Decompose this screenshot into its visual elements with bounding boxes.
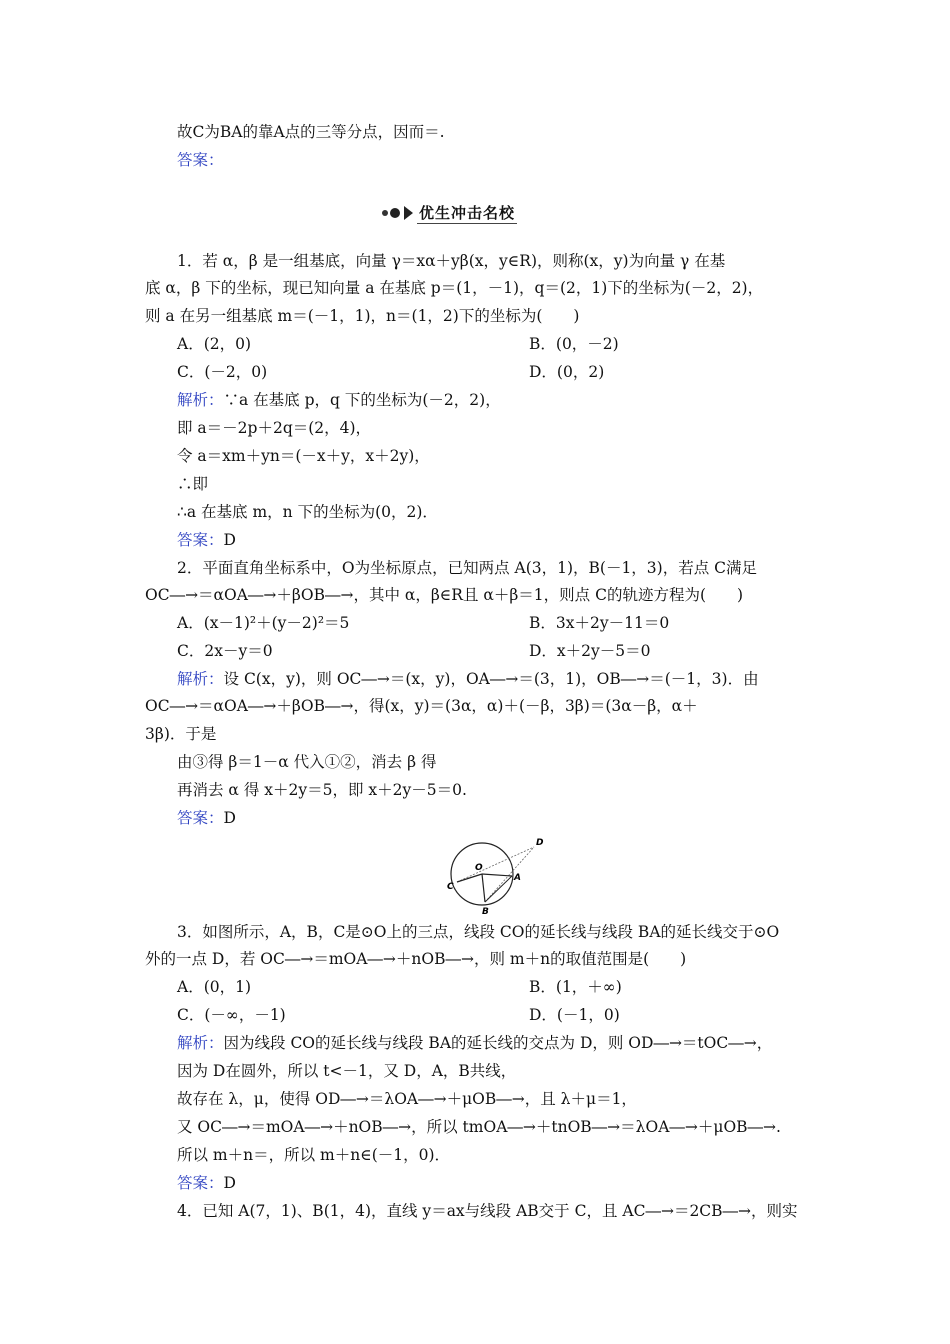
- circle-diagram: [442, 836, 546, 916]
- carryover-text: 故C为BA的靠A点的三等分点，因而＝.: [177, 123, 445, 141]
- banner-arrow-icon: [404, 206, 413, 220]
- q2-solution-line1: 解析：设 C(x，y)，则 OC―→＝(x，y)，OA―→＝(3，1)，OB―→＝(－1，3)．由: [177, 670, 759, 688]
- label-d: D: [536, 838, 544, 848]
- q1-line3: 则 a 在另一组基底 m＝(－1，1)，n＝(1，2)下的坐标为( ): [145, 307, 580, 325]
- q2-line2: OC―→＝αOA―→＋βOB―→，其中 α，β∈R且 α＋β＝1，则点 C的轨迹方程为( ): [145, 586, 744, 604]
- q1-option-c: C．(－2，0): [177, 363, 268, 381]
- section-banner: [382, 201, 517, 225]
- q3-solution-line5: 所以 m＋n＝，所以 m＋n∈(－1，0)．: [177, 1146, 451, 1164]
- q3-solution-line3: 故存在 λ，μ，使得 OD―→＝λOA―→＋μOB―→，且 λ＋μ＝1，: [177, 1090, 637, 1108]
- q3-option-a: A．(0，1): [177, 978, 252, 996]
- q2-solution-line4: 由③得 β＝1－α 代入①②，消去 β 得: [177, 753, 437, 771]
- q2-option-c: C．2x－y＝0: [177, 642, 273, 660]
- q2-line1: 2．平面直角坐标系中，O为坐标原点，已知两点 A(3，1)，B(－1，3)，若点 C满足: [177, 559, 758, 577]
- q1-solution-line5: ∴a 在基底 m，n 下的坐标为(0，2)．: [177, 503, 438, 521]
- q1-answer: 答案：D: [177, 531, 236, 549]
- q3-line1: 3．如图所示，A，B，C是⊙O上的三点，线段 CO的延长线与线段 BA的延长线交于⊙O: [177, 923, 780, 941]
- banner-dots-icon: [382, 208, 400, 218]
- segment-ob: [482, 874, 485, 902]
- q3-solution-line1: 解析：因为线段 CO的延长线与线段 BA的延长线的交点为 D，则 OD―→＝tOC―→，: [177, 1034, 773, 1052]
- section-title: 优生冲击名校: [419, 204, 516, 222]
- q2-option-d: D．x＋2y－5＝0: [529, 642, 651, 660]
- q4-line1: 4．已知 A(7，1)、B(1，4)，直线 y＝ax与线段 AB交于 C，且 AC―→＝2CB―→，则实: [177, 1202, 798, 1220]
- q3-option-c: C．(－∞，－1): [177, 1006, 286, 1024]
- q3-solution-line4: 又 OC―→＝mOA―→＋nOB―→，所以 tmOA―→＋tnOB―→＝λOA―→＋μOB―→.: [177, 1118, 781, 1136]
- q1-solution-line1: 解析：∵a 在基底 p，q 下的坐标为(－2，2)，: [177, 391, 501, 409]
- q3-solution-line2: 因为 D在圆外，所以 t<－1，又 D，A，B共线，: [177, 1062, 517, 1080]
- line-cd: [457, 847, 534, 882]
- label-a: A: [514, 873, 521, 883]
- solution-label: 解析：: [177, 391, 224, 409]
- segment-oc: [457, 874, 482, 882]
- q1-line2: 底 α，β 下的坐标，现已知向量 a 在基底 p＝(1，－1)，q＝(2，1)下的坐标为(－2，2)，: [145, 279, 764, 297]
- q1-option-b: B．(0，－2): [529, 335, 619, 353]
- label-b: B: [482, 907, 489, 916]
- q1-option-a: A．(2，0): [177, 335, 252, 353]
- q2-option-b: B．3x＋2y－11＝0: [529, 614, 670, 632]
- segment-ab: [485, 876, 512, 902]
- q3-option-d: D．(－1，0): [529, 1006, 620, 1024]
- q2-answer: 答案：D: [177, 809, 236, 827]
- q2-option-a: A．(x－1)²＋(y－2)²＝5: [177, 614, 350, 632]
- answer-label: 答案：: [177, 151, 224, 169]
- q2-solution-line5: 再消去 α 得 x＋2y＝5，即 x＋2y－5＝0.: [177, 781, 467, 799]
- q1-solution-line4: ∴即: [177, 475, 209, 493]
- q3-line2: 外的一点 D，若 OC―→＝mOA―→＋nOB―→，则 m＋n的取值范围是( ): [145, 950, 687, 968]
- segment-oa: [482, 874, 512, 876]
- q1-solution-line3: 令 a＝xm＋yn＝(－x＋y，x＋2y)，: [177, 447, 430, 465]
- q2-solution-line2: OC―→＝αOA―→＋βOB―→，得(x，y)＝(3α，α)＋(－β，3β)＝(3α－β，α＋: [145, 697, 698, 715]
- q3-option-b: B．(1，＋∞): [529, 978, 622, 996]
- q2-solution-line3: 3β)．于是: [145, 725, 217, 743]
- label-c: C: [447, 882, 454, 892]
- q3-answer: 答案：D: [177, 1174, 236, 1192]
- q1-option-d: D．(0，2): [529, 363, 605, 381]
- label-o: O: [475, 863, 483, 873]
- q1-solution-line2: 即 a＝－2p＋2q＝(2，4)，: [177, 419, 372, 437]
- q1-line1: 1．若 α，β 是一组基底，向量 γ＝xα＋yβ(x，y∈R)，则称(x，y)为向量 γ 在基: [177, 252, 726, 270]
